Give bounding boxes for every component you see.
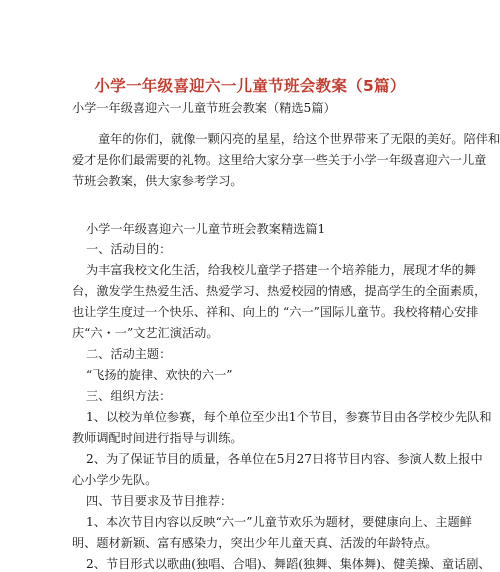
p3a-line-2: 教师调配时间进行指导与训练。 [72,431,243,445]
heading-2: 二、活动主题： [86,347,172,361]
intro-line-2: 爱才是你们最需要的礼物。这里给大家分享一些关于小学一年级喜迎六一儿童 [72,153,487,167]
p3b-line-1: 2、为了保证节目的质量，各单位在5月27日将节目内容、参演人数上报中 [86,452,483,466]
intro-line-3: 节班会教案，供大家参考学习。 [72,174,243,188]
heading-3: 三、组织方法： [86,389,172,403]
heading-1: 一、活动目的： [86,242,172,256]
p4a-line-2: 明、题材新颖、富有感染力，突出少年儿童天真、活泼的年龄特点。 [72,536,438,550]
document-title: 小学一年级喜迎六一儿童节班会教案（5篇） [94,77,406,95]
p2-line: “飞扬的旋律、欢快的六一” [86,368,233,382]
heading-4: 四、节目要求及节目推荐： [86,494,233,508]
p3b-line-2: 心小学少先队。 [72,473,158,487]
p3a-line-1: 1、以校为单位参赛，每个单位至少出1个节目，参赛节目由各学校少先队和 [86,410,492,424]
document-subtitle: 小学一年级喜迎六一儿童节班会教案（精选5篇） [72,101,336,115]
p1-line-2: 台，激发学生热爱生活、热爱学习、热爱校园的情感，提高学生的全面素质， [72,284,487,298]
p1-line-3: 也让学生度过一个快乐、祥和、向上的 “六一”国际儿童节。我校将精心安排 [72,305,479,319]
p1-line-4: 庆“六・一”文艺汇演活动。 [72,326,219,340]
intro-line-1: 童年的你们，就像一颗闪亮的星星，给这个世界带来了无限的美好。陪伴和 [98,132,500,146]
p1-line-1: 为丰富我校文化生活，给我校儿童学子搭建一个培养能力，展现才华的舞 [86,263,476,277]
p4b-line-1: 2、节目形式以歌曲(独唱、合唱)、舞蹈(独舞、集体舞)、健美操、童话剧、 [86,557,491,571]
section-title: 小学一年级喜迎六一儿童节班会教案精选篇1 [86,222,326,236]
p4a-line-1: 1、本次节目内容以反映“六一”儿童节欢乐为题材，要健康向上、主题鲜 [86,515,472,529]
